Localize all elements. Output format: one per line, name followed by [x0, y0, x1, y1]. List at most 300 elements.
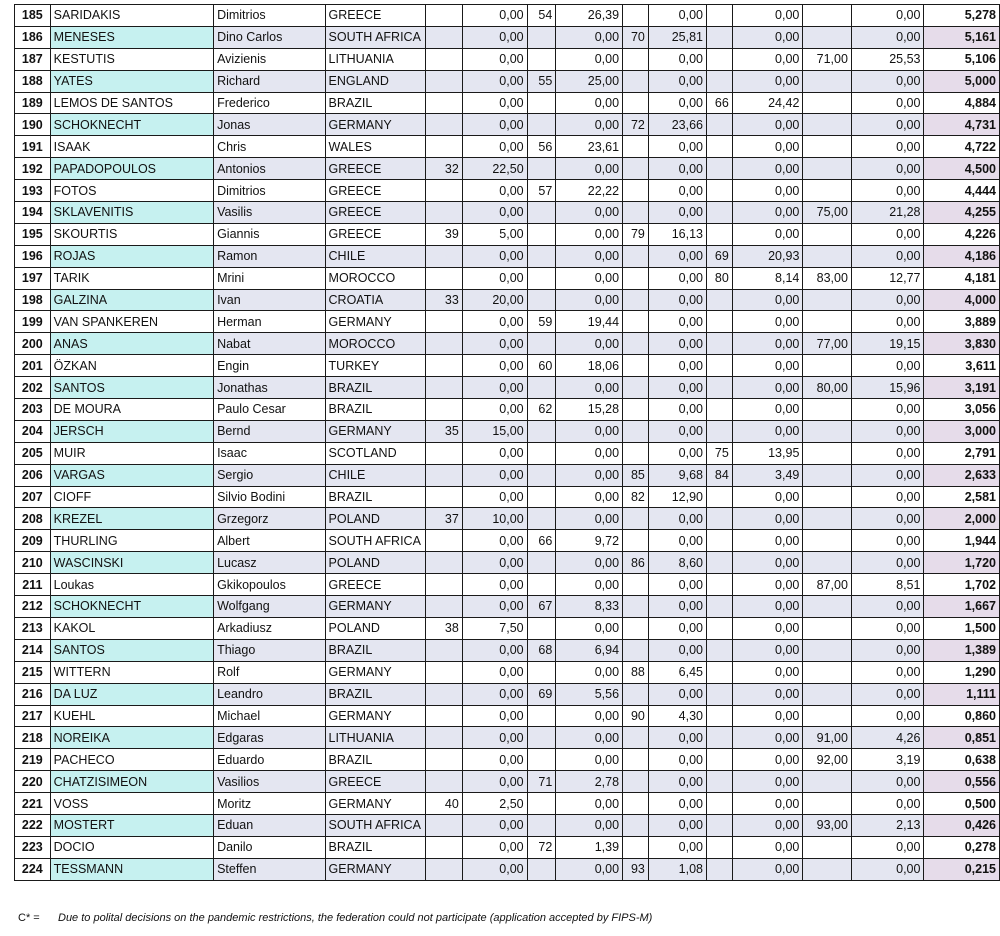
rank-cell: 218 [15, 727, 51, 749]
place-3-cell [623, 727, 649, 749]
rank-cell: 185 [15, 5, 51, 27]
points-3-cell: 0,00 [648, 727, 706, 749]
points-3-cell: 25,81 [648, 26, 706, 48]
table-row [15, 639, 1000, 661]
points-2-cell: 0,00 [556, 508, 623, 530]
place-5-cell: 93,00 [803, 814, 852, 836]
place-2-cell [527, 420, 556, 442]
table-row [15, 70, 1000, 92]
points-4-cell: 0,00 [732, 202, 803, 224]
surname-cell: ISAAK [50, 136, 213, 158]
first-name-cell: Steffen [214, 858, 325, 880]
place-1-cell [426, 683, 462, 705]
points-5-cell: 0,00 [851, 26, 924, 48]
place-5-cell [803, 596, 852, 618]
place-2-cell [527, 442, 556, 464]
place-3-cell [623, 311, 649, 333]
total-score-cell: 5,278 [924, 5, 1000, 27]
first-name-cell: Grzegorz [214, 508, 325, 530]
place-3-cell [623, 70, 649, 92]
points-1-cell: 0,00 [462, 530, 527, 552]
points-2-cell: 6,94 [556, 639, 623, 661]
rank-cell: 187 [15, 48, 51, 70]
points-1-cell: 0,00 [462, 114, 527, 136]
country-cell: BRAZIL [325, 683, 426, 705]
points-3-cell: 16,13 [648, 223, 706, 245]
first-name-cell: Silvio Bodini [214, 486, 325, 508]
table-row [15, 530, 1000, 552]
table-row [15, 705, 1000, 727]
points-3-cell: 0,00 [648, 639, 706, 661]
footnote [18, 912, 652, 924]
points-3-cell: 0,00 [648, 399, 706, 421]
points-1-cell: 0,00 [462, 639, 527, 661]
points-4-cell: 0,00 [732, 5, 803, 27]
place-5-cell [803, 530, 852, 552]
place-2-cell [527, 464, 556, 486]
country-cell: GREECE [325, 180, 426, 202]
place-5-cell [803, 508, 852, 530]
points-1-cell: 0,00 [462, 596, 527, 618]
country-cell: SOUTH AFRICA [325, 814, 426, 836]
points-4-cell: 0,00 [732, 683, 803, 705]
place-2-cell: 67 [527, 596, 556, 618]
country-cell: GERMANY [325, 420, 426, 442]
points-1-cell: 0,00 [462, 92, 527, 114]
points-3-cell: 0,00 [648, 311, 706, 333]
rank-cell: 215 [15, 661, 51, 683]
place-5-cell [803, 836, 852, 858]
rank-cell: 202 [15, 377, 51, 399]
place-4-cell [707, 639, 733, 661]
first-name-cell: Danilo [214, 836, 325, 858]
country-cell: GERMANY [325, 661, 426, 683]
points-2-cell: 0,00 [556, 442, 623, 464]
surname-cell: YATES [50, 70, 213, 92]
place-2-cell: 56 [527, 136, 556, 158]
points-2-cell: 0,00 [556, 377, 623, 399]
points-5-cell: 0,00 [851, 771, 924, 793]
points-3-cell: 0,00 [648, 814, 706, 836]
country-cell: BRAZIL [325, 399, 426, 421]
total-score-cell: 1,702 [924, 574, 1000, 596]
place-2-cell [527, 92, 556, 114]
points-2-cell: 23,61 [556, 136, 623, 158]
place-3-cell [623, 202, 649, 224]
total-score-cell: 0,278 [924, 836, 1000, 858]
points-4-cell: 0,00 [732, 574, 803, 596]
table-row [15, 617, 1000, 639]
points-4-cell: 0,00 [732, 223, 803, 245]
place-5-cell [803, 486, 852, 508]
rank-cell: 203 [15, 399, 51, 421]
place-1-cell: 39 [426, 223, 462, 245]
points-4-cell: 20,93 [732, 245, 803, 267]
place-1-cell: 37 [426, 508, 462, 530]
points-2-cell: 0,00 [556, 114, 623, 136]
points-5-cell: 0,00 [851, 683, 924, 705]
place-1-cell [426, 92, 462, 114]
place-5-cell: 75,00 [803, 202, 852, 224]
place-2-cell [527, 749, 556, 771]
place-3-cell [623, 136, 649, 158]
place-1-cell [426, 814, 462, 836]
points-4-cell: 0,00 [732, 355, 803, 377]
points-5-cell: 0,00 [851, 486, 924, 508]
place-2-cell: 54 [527, 5, 556, 27]
place-4-cell [707, 508, 733, 530]
points-2-cell: 0,00 [556, 202, 623, 224]
first-name-cell: Rolf [214, 661, 325, 683]
place-2-cell: 72 [527, 836, 556, 858]
place-4-cell: 69 [707, 245, 733, 267]
points-5-cell: 0,00 [851, 355, 924, 377]
surname-cell: WASCINSKI [50, 552, 213, 574]
points-1-cell: 0,00 [462, 48, 527, 70]
place-1-cell [426, 48, 462, 70]
points-5-cell: 0,00 [851, 508, 924, 530]
country-cell: BRAZIL [325, 749, 426, 771]
country-cell: GREECE [325, 223, 426, 245]
place-1-cell [426, 596, 462, 618]
first-name-cell: Jonathas [214, 377, 325, 399]
surname-cell: MUIR [50, 442, 213, 464]
points-2-cell: 0,00 [556, 574, 623, 596]
total-score-cell: 2,000 [924, 508, 1000, 530]
points-5-cell: 0,00 [851, 836, 924, 858]
surname-cell: MOSTERT [50, 814, 213, 836]
points-3-cell: 0,00 [648, 202, 706, 224]
place-3-cell: 79 [623, 223, 649, 245]
place-3-cell [623, 442, 649, 464]
points-3-cell: 0,00 [648, 70, 706, 92]
points-1-cell: 0,00 [462, 464, 527, 486]
place-2-cell: 57 [527, 180, 556, 202]
points-3-cell: 4,30 [648, 705, 706, 727]
place-1-cell [426, 574, 462, 596]
points-4-cell: 0,00 [732, 48, 803, 70]
table-row [15, 92, 1000, 114]
place-4-cell [707, 530, 733, 552]
place-5-cell [803, 639, 852, 661]
table-row [15, 574, 1000, 596]
place-4-cell: 66 [707, 92, 733, 114]
points-1-cell: 0,00 [462, 727, 527, 749]
surname-cell: PAPADOPOULOS [50, 158, 213, 180]
place-5-cell [803, 158, 852, 180]
place-1-cell [426, 114, 462, 136]
surname-cell: DOCIO [50, 836, 213, 858]
first-name-cell: Vasilis [214, 202, 325, 224]
points-4-cell: 0,00 [732, 486, 803, 508]
points-2-cell: 0,00 [556, 267, 623, 289]
rank-cell: 188 [15, 70, 51, 92]
rank-cell: 204 [15, 420, 51, 442]
surname-cell: CIOFF [50, 486, 213, 508]
table-row [15, 836, 1000, 858]
place-2-cell [527, 333, 556, 355]
points-1-cell: 0,00 [462, 180, 527, 202]
first-name-cell: Gkikopoulos [214, 574, 325, 596]
surname-cell: SCHOKNECHT [50, 114, 213, 136]
table-row [15, 552, 1000, 574]
points-3-cell: 0,00 [648, 771, 706, 793]
rank-cell: 222 [15, 814, 51, 836]
place-5-cell: 92,00 [803, 749, 852, 771]
table-row [15, 486, 1000, 508]
points-5-cell: 0,00 [851, 442, 924, 464]
points-4-cell: 0,00 [732, 661, 803, 683]
points-1-cell: 0,00 [462, 333, 527, 355]
place-3-cell [623, 333, 649, 355]
place-3-cell [623, 617, 649, 639]
first-name-cell: Eduardo [214, 749, 325, 771]
points-4-cell: 0,00 [732, 727, 803, 749]
surname-cell: ROJAS [50, 245, 213, 267]
country-cell: BRAZIL [325, 377, 426, 399]
place-1-cell [426, 26, 462, 48]
place-3-cell: 86 [623, 552, 649, 574]
first-name-cell: Frederico [214, 92, 325, 114]
table-row [15, 311, 1000, 333]
points-5-cell: 0,00 [851, 92, 924, 114]
surname-cell: CHATZISIMEON [50, 771, 213, 793]
place-3-cell [623, 289, 649, 311]
place-1-cell [426, 771, 462, 793]
place-2-cell [527, 705, 556, 727]
table-row [15, 158, 1000, 180]
points-5-cell: 0,00 [851, 858, 924, 880]
place-3-cell [623, 683, 649, 705]
table-row [15, 858, 1000, 880]
place-1-cell [426, 70, 462, 92]
points-1-cell: 0,00 [462, 836, 527, 858]
points-2-cell: 0,00 [556, 464, 623, 486]
points-4-cell: 0,00 [732, 508, 803, 530]
points-1-cell: 0,00 [462, 245, 527, 267]
table-row [15, 377, 1000, 399]
total-score-cell: 4,731 [924, 114, 1000, 136]
points-4-cell: 0,00 [732, 749, 803, 771]
total-score-cell: 4,186 [924, 245, 1000, 267]
total-score-cell: 2,791 [924, 442, 1000, 464]
place-5-cell [803, 311, 852, 333]
country-cell: POLAND [325, 508, 426, 530]
rank-cell: 194 [15, 202, 51, 224]
points-4-cell: 0,00 [732, 377, 803, 399]
place-2-cell: 55 [527, 70, 556, 92]
points-4-cell: 8,14 [732, 267, 803, 289]
points-5-cell: 12,77 [851, 267, 924, 289]
points-5-cell: 0,00 [851, 289, 924, 311]
points-4-cell: 0,00 [732, 114, 803, 136]
place-1-cell [426, 705, 462, 727]
rank-cell: 189 [15, 92, 51, 114]
place-5-cell: 87,00 [803, 574, 852, 596]
place-1-cell: 33 [426, 289, 462, 311]
place-3-cell [623, 836, 649, 858]
points-4-cell: 13,95 [732, 442, 803, 464]
first-name-cell: Lucasz [214, 552, 325, 574]
rank-cell: 220 [15, 771, 51, 793]
first-name-cell: Leandro [214, 683, 325, 705]
first-name-cell: Chris [214, 136, 325, 158]
place-3-cell [623, 48, 649, 70]
place-4-cell [707, 202, 733, 224]
place-2-cell [527, 114, 556, 136]
surname-cell: THURLING [50, 530, 213, 552]
total-score-cell: 4,226 [924, 223, 1000, 245]
points-5-cell: 0,00 [851, 596, 924, 618]
first-name-cell: Giannis [214, 223, 325, 245]
total-score-cell: 1,944 [924, 530, 1000, 552]
surname-cell: VARGAS [50, 464, 213, 486]
total-score-cell: 3,191 [924, 377, 1000, 399]
points-4-cell: 0,00 [732, 158, 803, 180]
total-score-cell: 4,181 [924, 267, 1000, 289]
total-score-cell: 0,500 [924, 793, 1000, 815]
country-cell: GREECE [325, 158, 426, 180]
place-2-cell: 62 [527, 399, 556, 421]
points-3-cell: 0,00 [648, 377, 706, 399]
points-1-cell: 5,00 [462, 223, 527, 245]
points-5-cell: 4,26 [851, 727, 924, 749]
first-name-cell: Antonios [214, 158, 325, 180]
points-2-cell: 1,39 [556, 836, 623, 858]
surname-cell: GALZINA [50, 289, 213, 311]
table-row [15, 114, 1000, 136]
country-cell: MOROCCO [325, 333, 426, 355]
first-name-cell: Dimitrios [214, 180, 325, 202]
table-row [15, 661, 1000, 683]
points-2-cell: 0,00 [556, 486, 623, 508]
place-2-cell: 69 [527, 683, 556, 705]
country-cell: GREECE [325, 574, 426, 596]
place-1-cell [426, 377, 462, 399]
place-3-cell [623, 158, 649, 180]
footnote-text: Due to polital decisions on the pandemic restrictions, the federation could not participate (application accepted by FIPS-M) [58, 912, 653, 924]
place-2-cell [527, 552, 556, 574]
points-3-cell: 0,00 [648, 508, 706, 530]
points-2-cell: 15,28 [556, 399, 623, 421]
rank-cell: 207 [15, 486, 51, 508]
country-cell: LITHUANIA [325, 727, 426, 749]
place-3-cell: 82 [623, 486, 649, 508]
ranking-table [14, 4, 1000, 881]
rank-cell: 195 [15, 223, 51, 245]
points-3-cell: 0,00 [648, 180, 706, 202]
rank-cell: 193 [15, 180, 51, 202]
rank-cell: 196 [15, 245, 51, 267]
total-score-cell: 0,860 [924, 705, 1000, 727]
place-4-cell [707, 705, 733, 727]
points-3-cell: 0,00 [648, 289, 706, 311]
first-name-cell: Ramon [214, 245, 325, 267]
points-1-cell: 0,00 [462, 661, 527, 683]
rank-cell: 190 [15, 114, 51, 136]
table-row [15, 464, 1000, 486]
place-5-cell [803, 114, 852, 136]
points-4-cell: 0,00 [732, 180, 803, 202]
first-name-cell: Edgaras [214, 727, 325, 749]
place-4-cell: 84 [707, 464, 733, 486]
points-4-cell: 0,00 [732, 617, 803, 639]
place-2-cell [527, 814, 556, 836]
total-score-cell: 0,638 [924, 749, 1000, 771]
points-1-cell: 0,00 [462, 202, 527, 224]
country-cell: GERMANY [325, 858, 426, 880]
total-score-cell: 5,161 [924, 26, 1000, 48]
rank-cell: 212 [15, 596, 51, 618]
place-5-cell [803, 70, 852, 92]
points-4-cell: 3,49 [732, 464, 803, 486]
place-4-cell [707, 574, 733, 596]
total-score-cell: 2,581 [924, 486, 1000, 508]
place-2-cell: 60 [527, 355, 556, 377]
total-score-cell: 1,500 [924, 617, 1000, 639]
place-1-cell [426, 245, 462, 267]
place-4-cell [707, 311, 733, 333]
points-5-cell: 0,00 [851, 420, 924, 442]
place-1-cell: 38 [426, 617, 462, 639]
points-2-cell: 0,00 [556, 26, 623, 48]
points-5-cell: 0,00 [851, 399, 924, 421]
points-1-cell: 0,00 [462, 399, 527, 421]
country-cell: POLAND [325, 552, 426, 574]
place-5-cell [803, 858, 852, 880]
rank-cell: 198 [15, 289, 51, 311]
rank-cell: 216 [15, 683, 51, 705]
country-cell: CHILE [325, 245, 426, 267]
place-2-cell [527, 858, 556, 880]
surname-cell: TARIK [50, 267, 213, 289]
points-5-cell: 0,00 [851, 180, 924, 202]
country-cell: GERMANY [325, 311, 426, 333]
points-1-cell: 2,50 [462, 793, 527, 815]
total-score-cell: 4,722 [924, 136, 1000, 158]
place-4-cell [707, 596, 733, 618]
place-1-cell [426, 727, 462, 749]
surname-cell: SARIDAKIS [50, 5, 213, 27]
place-5-cell [803, 705, 852, 727]
points-5-cell: 8,51 [851, 574, 924, 596]
total-score-cell: 4,255 [924, 202, 1000, 224]
points-3-cell: 0,00 [648, 245, 706, 267]
rank-cell: 224 [15, 858, 51, 880]
total-score-cell: 1,667 [924, 596, 1000, 618]
place-5-cell [803, 26, 852, 48]
total-score-cell: 4,000 [924, 289, 1000, 311]
points-1-cell: 0,00 [462, 771, 527, 793]
place-4-cell [707, 136, 733, 158]
points-4-cell: 0,00 [732, 399, 803, 421]
points-4-cell: 0,00 [732, 530, 803, 552]
place-5-cell [803, 661, 852, 683]
table-row [15, 48, 1000, 70]
place-3-cell [623, 596, 649, 618]
points-1-cell: 0,00 [462, 858, 527, 880]
table-row [15, 420, 1000, 442]
place-1-cell [426, 355, 462, 377]
place-4-cell [707, 289, 733, 311]
points-5-cell: 2,13 [851, 814, 924, 836]
points-4-cell: 0,00 [732, 289, 803, 311]
surname-cell: FOTOS [50, 180, 213, 202]
points-4-cell: 0,00 [732, 814, 803, 836]
points-3-cell: 0,00 [648, 267, 706, 289]
footnote-marker: C* = [18, 912, 40, 924]
points-3-cell: 8,60 [648, 552, 706, 574]
